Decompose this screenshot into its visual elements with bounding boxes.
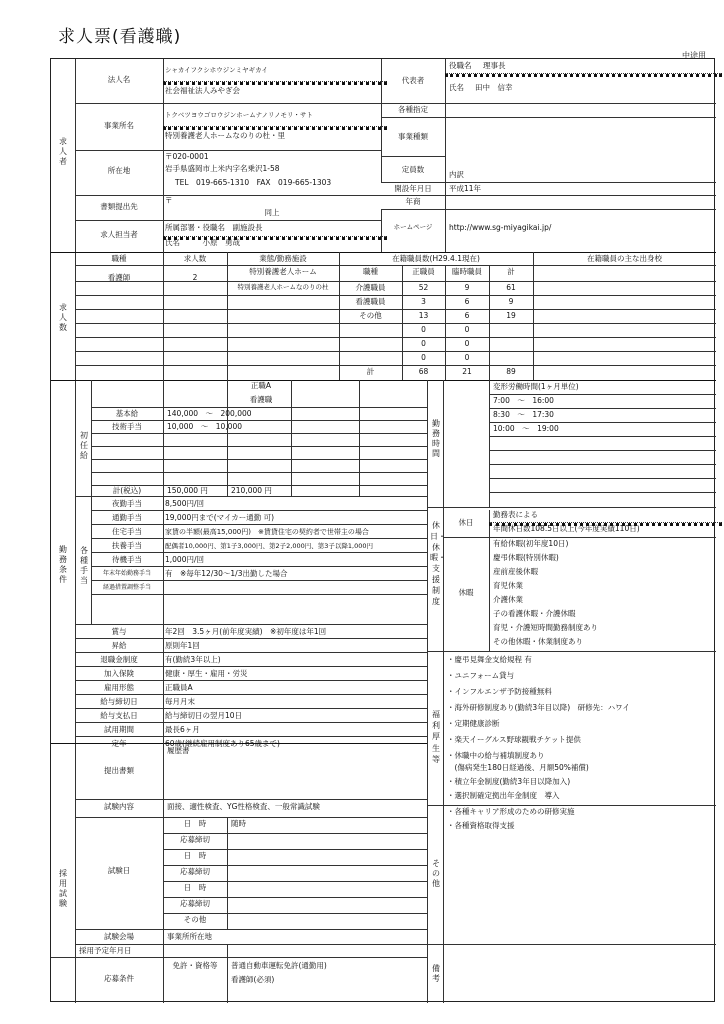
leave-item: 子の看護休暇・介護休暇 <box>493 609 576 618</box>
holiday-section-label: 休日・休暇・支援制度 <box>430 521 446 606</box>
address-label: 所在地 <box>107 166 131 175</box>
origin-header: 在籍職員の主な出身校 <box>587 254 662 263</box>
allowance-value: 有 ※毎年12/30～1/3出勤した場合 <box>165 569 288 578</box>
allowance-value: 8,500円/回 <box>165 499 204 508</box>
docs-zip: 〒 <box>165 196 173 205</box>
cond-value: 年2回 3.5ヶ月(前年度実績) ※初年度は年1回 <box>165 627 327 636</box>
leave-item: 慶弔休暇(特別休暇) <box>493 553 559 562</box>
corp-label: 法人名 <box>107 75 131 84</box>
allowance-value: 家賃の半額(最高15,000円) ※賃貸住宅の契約者で世帯主の場合 <box>165 528 369 536</box>
welfare-label: 福利厚生等 <box>432 710 440 764</box>
exam-content: 面接、適性検査、YG性格検査、一般常識試験 <box>167 802 320 811</box>
staff-header: 在籍職員数(H29.4.1現在) <box>392 254 480 263</box>
founded-label: 開設年月日 <box>394 184 432 193</box>
section-employer: 求人者 <box>59 137 67 166</box>
holiday-label: 休日 <box>458 518 474 527</box>
holiday-2: 年間休日数108.5日以上(今年度実績110日) <box>493 524 640 533</box>
staff-col-regular: 正職員 <box>412 267 435 276</box>
remarks-label: 備考 <box>432 964 440 983</box>
other-item: ・各種資格取得支援 <box>447 821 515 830</box>
staff-row-temp: 6 <box>464 297 470 306</box>
rep-name-label: 氏名 <box>449 83 464 92</box>
cond-label: 定年 <box>111 739 127 748</box>
tech-pay-label: 技術手当 <box>112 422 142 431</box>
cond-label: 給与支払日 <box>100 711 138 720</box>
leave-item: その他休暇・休業制度あり <box>493 637 583 646</box>
business-label: 事業種類 <box>398 132 428 141</box>
breakdown-label: 内訳 <box>449 170 464 179</box>
staff-row-temp: 9 <box>464 283 470 292</box>
other-item: ・各種キャリア形成のための研修実施 <box>447 807 575 816</box>
office-label: 事業所名 <box>104 121 134 130</box>
rep-name: 田中 信幸 <box>475 83 513 92</box>
submit-docs: 履歴書 <box>167 746 190 755</box>
allowance-value: 19,000円まで(マイカー通勤 可) <box>165 513 275 522</box>
cond-value: 健康・厚生・雇用・労災 <box>165 669 248 678</box>
staff-row-total: 61 <box>506 283 516 292</box>
facility-1: 特別養護老人ホーム <box>249 267 317 276</box>
allowance-label: 夜勤手当 <box>112 499 142 508</box>
staff-row-type: その他 <box>359 311 382 320</box>
staff-col-type: 職種 <box>363 267 378 276</box>
hire-date-label: 採用予定年月日 <box>79 946 132 955</box>
base-pay: 140,000 ～ 200,000 <box>167 409 252 418</box>
allowance-label: 住宅手当 <box>112 527 142 536</box>
docs-same: 同上 <box>264 208 280 217</box>
staff-row-regular: 3 <box>421 297 426 306</box>
venue-label: 試験会場 <box>104 932 134 941</box>
staff-row-type: 看護職員 <box>355 297 386 306</box>
license-2: 看護師(必須) <box>231 975 275 984</box>
welfare-item: ・慶弔見舞金支給規程 有 <box>447 655 532 664</box>
contact-name: 氏名 小原 勇哉 <box>165 238 240 247</box>
cond-value: 最長6ヶ月 <box>165 725 200 734</box>
allowance-label: 年末年始勤務手当 <box>102 570 151 577</box>
docs-label: 書類提出先 <box>100 202 138 211</box>
job-title: 看護師 <box>107 273 131 282</box>
allowance-label: 扶養手当 <box>112 541 142 550</box>
deadline-label: 応募締切 <box>180 835 210 844</box>
salary-job: 看護職 <box>249 395 273 404</box>
shift: 10:00 ～ 19:00 <box>493 424 559 433</box>
staff-row-temp: 0 <box>464 339 470 348</box>
shift: 7:00 ～ 16:00 <box>493 396 554 405</box>
venue: 事業所所在地 <box>167 932 212 941</box>
address: 岩手県盛岡市上米内字名乗沢1-58 <box>165 164 280 173</box>
leave-label: 休暇 <box>458 588 474 597</box>
license-label: 免許・資格等 <box>172 961 218 970</box>
welfare-item: ・海外研修制度あり(勤続3年目以降) 研修先：ハワイ <box>447 703 630 712</box>
founded: 平成11年 <box>449 184 482 193</box>
capacity-label: 定員数 <box>401 165 425 174</box>
allowance-label: 待機手当 <box>112 555 142 564</box>
cond-value: 原則年1回 <box>165 641 200 650</box>
cond-label: 加入保険 <box>104 669 134 678</box>
staff-row-temp: 0 <box>464 353 470 362</box>
section-conditions: 勤務条件 <box>59 545 67 584</box>
cond-label: 昇給 <box>111 641 127 650</box>
salary-type: 正職A <box>250 381 272 390</box>
welfare-item: ・定期健康診断 <box>447 719 500 728</box>
datetime-label: 日 時 <box>183 819 207 828</box>
shift: 8:30 ～ 17:30 <box>493 410 554 419</box>
mid-career-label: 中途用 <box>682 51 706 60</box>
corp-kana: シャカイフクシホウジンミヤギカイ <box>165 66 268 74</box>
facility-2: 特別養護老人ホームなのりの杜 <box>237 283 329 291</box>
cond-label: 賞与 <box>111 627 127 636</box>
exam-label: 試験内容 <box>104 802 134 811</box>
cond-label: 試用期間 <box>104 725 134 734</box>
staff-total-all: 89 <box>506 367 516 376</box>
tech-pay: 10,000 ～ 10,000 <box>167 422 242 431</box>
exam-anytime: 随時 <box>231 819 246 828</box>
cond-label: 雇用形態 <box>104 683 134 692</box>
section-selection: 採用試験 <box>59 869 67 908</box>
license-1: 普通自動車運転免許(通勤用) <box>231 961 327 970</box>
total-pay-min: 150,000 円 <box>167 486 208 495</box>
leave-item: 産前産後休暇 <box>493 567 538 576</box>
allowance-value: 1,000円/回 <box>165 555 204 564</box>
homepage-label: ホームページ <box>393 223 433 231</box>
staff-col-total: 計 <box>507 267 515 276</box>
allowance-value: 配偶者10,000円、第1子3,000円、第2子2,000円、第3子以降1,000円 <box>165 542 373 550</box>
cond-value: 給与締切日の翌月10日 <box>165 711 243 720</box>
staff-row-regular: 0 <box>421 339 426 348</box>
staff-row-regular: 13 <box>418 311 429 320</box>
annual-label: 年商 <box>405 197 421 206</box>
allowances-label: 各種手当 <box>80 546 88 585</box>
exam-date-label: 試験日 <box>107 866 131 875</box>
homepage-link[interactable]: http://www.sg-miyagikai.jp/ <box>449 223 552 232</box>
leave-item: 介護休業 <box>493 595 523 604</box>
holiday-1: 勤務表による <box>493 510 538 519</box>
col-job: 職種 <box>111 254 127 263</box>
section-openings: 求人数 <box>59 303 67 332</box>
other-date-label: その他 <box>183 915 207 924</box>
contact-label: 求人担当者 <box>100 230 138 239</box>
office-kana: トクベツヨウゴロウジンホームナノリノモリ・サト <box>165 111 313 119</box>
staff-total-regular: 68 <box>418 367 429 376</box>
initial-salary-label: 初任給 <box>80 431 88 460</box>
welfare-item: ・楽天イーグルス野球観戦チケット提供 <box>447 735 581 744</box>
welfare-item: (傷病発生180日経過後、月額50%補償) <box>447 763 589 772</box>
requirements-label: 応募条件 <box>104 974 134 983</box>
cond-label: 給与締切日 <box>100 697 138 706</box>
base-pay-label: 基本給 <box>115 409 139 418</box>
datetime-label: 日 時 <box>183 883 207 892</box>
welfare-item: ・休職中の給与補填制度あり <box>447 751 545 760</box>
cond-value: 有(勤続3年以上) <box>165 655 221 664</box>
welfare-item: ・積立年金制度(勤続3年目以降加入) <box>447 777 571 786</box>
staff-total-temp: 21 <box>462 367 472 376</box>
contact-role: 所属部署・役職名 副施設長 <box>165 223 263 232</box>
designation-label: 各種指定 <box>398 105 428 114</box>
staff-row-temp: 0 <box>464 325 470 334</box>
other-label: その他 <box>432 859 440 888</box>
work-time-label: 勤務時間 <box>432 419 440 458</box>
zip: 〒020-0001 <box>165 152 209 161</box>
tel-fax: TEL 019-665-1310 FAX 019-665-1303 <box>175 178 332 187</box>
office-name: 特別養護老人ホームなのりの杜・里 <box>165 131 285 140</box>
rep-label: 代表者 <box>401 76 425 85</box>
deadline-label: 応募締切 <box>180 867 210 876</box>
rep-role: 理事長 <box>483 61 506 70</box>
allowance-label: 通勤手当 <box>112 513 142 522</box>
welfare-item: ・インフルエンザ予防接種無料 <box>447 687 552 696</box>
col-count: 求人数 <box>183 254 207 263</box>
total-pay-label: 計(税込) <box>112 486 142 495</box>
corp-name: 社会福祉法人みやぎ会 <box>165 86 240 95</box>
leave-item: 有給休暇(初年度10日) <box>493 539 569 548</box>
staff-row-total: 19 <box>506 311 516 320</box>
staff-row-regular: 0 <box>421 325 426 334</box>
staff-row-regular: 0 <box>421 353 426 362</box>
welfare-item: ・ユニフォーム貸与 <box>447 671 515 680</box>
staff-row-temp: 6 <box>464 311 470 320</box>
welfare-item: ・選択制確定拠出年金制度 導入 <box>447 791 560 800</box>
job-offer-form <box>50 58 715 1002</box>
page-title: 求人票(看護職) <box>58 27 182 47</box>
staff-row-type: 介護職員 <box>355 283 386 292</box>
cond-value: 毎月月末 <box>165 697 195 706</box>
job-count: 2 <box>192 273 198 282</box>
work-type: 変形労働時間(1ヶ月単位) <box>493 382 579 391</box>
leave-item: 育児休業 <box>493 581 523 590</box>
col-facility: 業態/勤務施設 <box>259 254 307 263</box>
rep-role-label: 役職名 <box>449 61 472 70</box>
staff-col-temp: 臨時職員 <box>452 267 482 276</box>
staff-row-total: 9 <box>508 297 514 306</box>
cond-value: 正職員A <box>165 683 193 692</box>
staff-total-label: 計 <box>366 367 375 376</box>
allowance-label: 経過措置調整手当 <box>102 584 151 591</box>
submit-docs-label: 提出書類 <box>104 766 134 775</box>
deadline-label: 応募締切 <box>180 899 210 908</box>
cond-value: 60歳(継続雇用制度あり65歳まで) <box>165 739 280 748</box>
cond-label: 退職金制度 <box>100 655 138 664</box>
total-pay-max: 210,000 円 <box>231 486 272 495</box>
leave-item: 育児・介護短時間勤務制度あり <box>493 623 598 632</box>
staff-row-regular: 52 <box>418 283 429 292</box>
datetime-label: 日 時 <box>183 851 207 860</box>
